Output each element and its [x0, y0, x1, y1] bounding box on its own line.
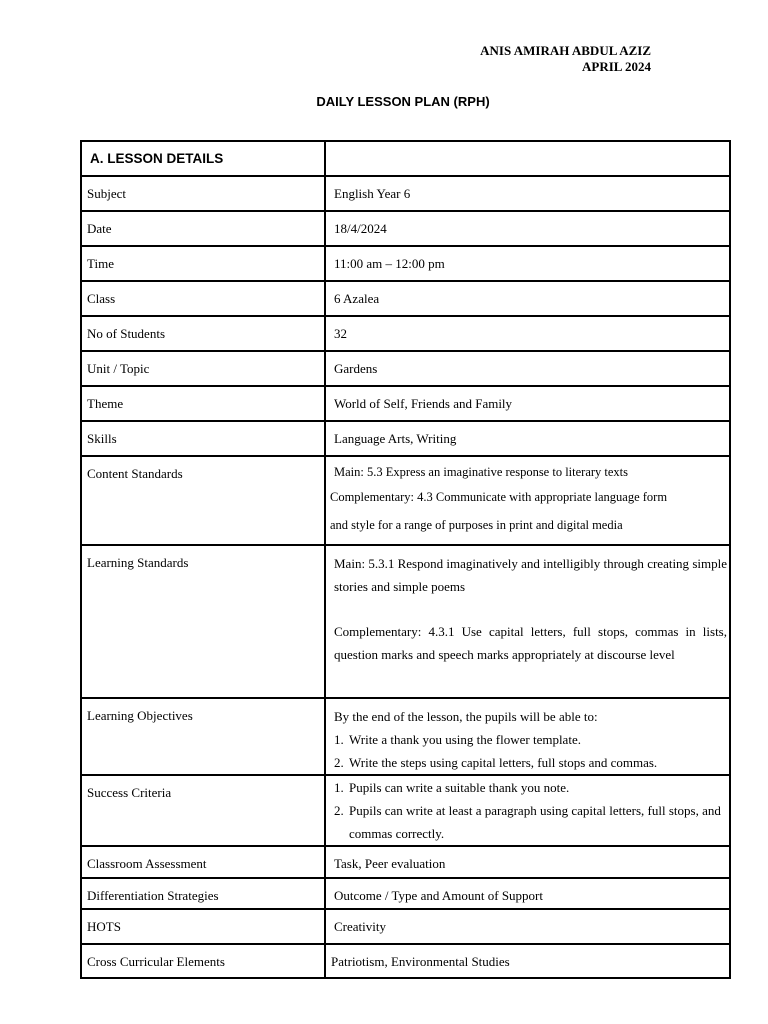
- row-label: Date: [87, 221, 112, 236]
- content-standards-label: Content Standards: [87, 466, 183, 481]
- value-cell: [325, 698, 730, 775]
- row-value: Outcome / Type and Amount of Support: [334, 888, 543, 903]
- value-cell: [325, 878, 730, 909]
- value-cell: [325, 316, 730, 351]
- row-value: Gardens: [334, 361, 378, 376]
- list-item: 2. Pupils can write at least a paragraph using capital letters, full stops, and commas correctly.: [334, 803, 721, 841]
- learning-standard-main: Main: 5.3.1 Respond imaginatively and intelligibly through creating simple stories and simple poems: [334, 556, 727, 594]
- label-cell: [81, 878, 325, 909]
- content-standards-row: [81, 456, 730, 545]
- row-label: Time: [87, 256, 114, 271]
- label-cell: [81, 281, 325, 316]
- table-row: [81, 421, 730, 456]
- table-row: [81, 944, 730, 978]
- section-heading-cell: [81, 141, 325, 176]
- success-criteria-list: [326, 776, 729, 845]
- value-cell: [325, 421, 730, 456]
- label-cell: [81, 386, 325, 421]
- label-cell: [81, 698, 325, 775]
- label-cell: [81, 545, 325, 698]
- table-row: [81, 211, 730, 246]
- label-cell: [81, 944, 325, 978]
- learning-objectives-row: [81, 698, 730, 775]
- row-value: Language Arts, Writing: [334, 431, 457, 446]
- table-row: [81, 281, 730, 316]
- list-item: 1. Pupils can write a suitable thank you note.: [334, 780, 570, 795]
- label-cell: [81, 421, 325, 456]
- table-row: [81, 141, 730, 176]
- table-row: [81, 246, 730, 281]
- label-cell: [81, 775, 325, 846]
- objectives-intro: By the end of the lesson, the pupils will be able to:: [334, 709, 598, 724]
- row-value: Task, Peer evaluation: [334, 856, 446, 871]
- table-row: [81, 878, 730, 909]
- row-label: Subject: [87, 186, 126, 201]
- value-cell: [325, 386, 730, 421]
- table-row: [81, 909, 730, 944]
- label-cell: [81, 909, 325, 944]
- row-value: Patriotism, Environmental Studies: [331, 954, 510, 969]
- list-item: 1. Write a thank you using the flower template.: [334, 732, 581, 747]
- row-value: English Year 6: [334, 186, 411, 201]
- table-row: [81, 846, 730, 878]
- value-cell: [325, 211, 730, 246]
- label-cell: [81, 176, 325, 211]
- row-label: Skills: [87, 431, 117, 446]
- empty-cell: [325, 141, 730, 176]
- value-cell: [325, 944, 730, 978]
- author-name: ANIS AMIRAH ABDUL AZIZ: [480, 43, 651, 58]
- learning-standards-label: Learning Standards: [87, 555, 189, 570]
- page-title: DAILY LESSON PLAN (RPH): [316, 94, 490, 109]
- learning-objectives-label: Learning Objectives: [87, 708, 193, 723]
- content-standard-main: Main: 5.3 Express an imaginative response to literary texts: [334, 465, 629, 479]
- row-value: 6 Azalea: [334, 291, 380, 306]
- row-label: Unit / Topic: [87, 361, 150, 376]
- row-label: HOTS: [87, 919, 121, 934]
- content-standard-complementary: Complementary: 4.3 Communicate with appropriate language form: [330, 490, 668, 504]
- row-value: 32: [334, 326, 347, 341]
- label-cell: [81, 846, 325, 878]
- lesson-details-table: [80, 140, 731, 979]
- value-cell: [325, 176, 730, 211]
- table-row: [81, 176, 730, 211]
- header-date: APRIL 2024: [582, 59, 651, 74]
- row-value: 11:00 am – 12:00 pm: [334, 256, 445, 271]
- label-cell: [81, 211, 325, 246]
- document-header: [480, 43, 651, 75]
- value-cell: [325, 775, 730, 846]
- value-cell: [325, 351, 730, 386]
- row-value: Creativity: [334, 919, 386, 934]
- label-cell: [81, 316, 325, 351]
- success-criteria-row: [81, 775, 730, 846]
- value-cell: [325, 909, 730, 944]
- label-cell: [81, 246, 325, 281]
- row-label: Classroom Assessment: [87, 856, 207, 871]
- objectives-list: [326, 728, 729, 774]
- row-label: Differentiation Strategies: [87, 888, 219, 903]
- table-row: [81, 386, 730, 421]
- list-item: 2. Write the steps using capital letters, full stops and commas.: [334, 755, 658, 770]
- row-value: 18/4/2024: [334, 221, 387, 236]
- value-cell: [325, 456, 730, 545]
- row-label: Theme: [87, 396, 124, 411]
- row-value: World of Self, Friends and Family: [334, 396, 513, 411]
- row-label: Class: [87, 291, 116, 306]
- learning-standards-row: [81, 545, 730, 698]
- value-cell: [325, 281, 730, 316]
- value-cell: [325, 246, 730, 281]
- value-cell: [325, 846, 730, 878]
- row-label: No of Students: [87, 326, 165, 341]
- content-standard-complementary-cont: and style for a range of purposes in print and digital media: [330, 518, 623, 532]
- label-cell: [81, 456, 325, 545]
- value-cell: [325, 545, 730, 698]
- success-criteria-label: Success Criteria: [87, 785, 172, 800]
- row-label: Cross Curricular Elements: [87, 954, 225, 969]
- section-heading: A. LESSON DETAILS: [90, 151, 224, 166]
- table-row: [81, 351, 730, 386]
- label-cell: [81, 351, 325, 386]
- table-row: [81, 316, 730, 351]
- learning-standard-complementary: Complementary: 4.3.1 Use capital letters, full stops, commas in lists, question marks and speech marks appropriately at discourse level: [334, 624, 727, 662]
